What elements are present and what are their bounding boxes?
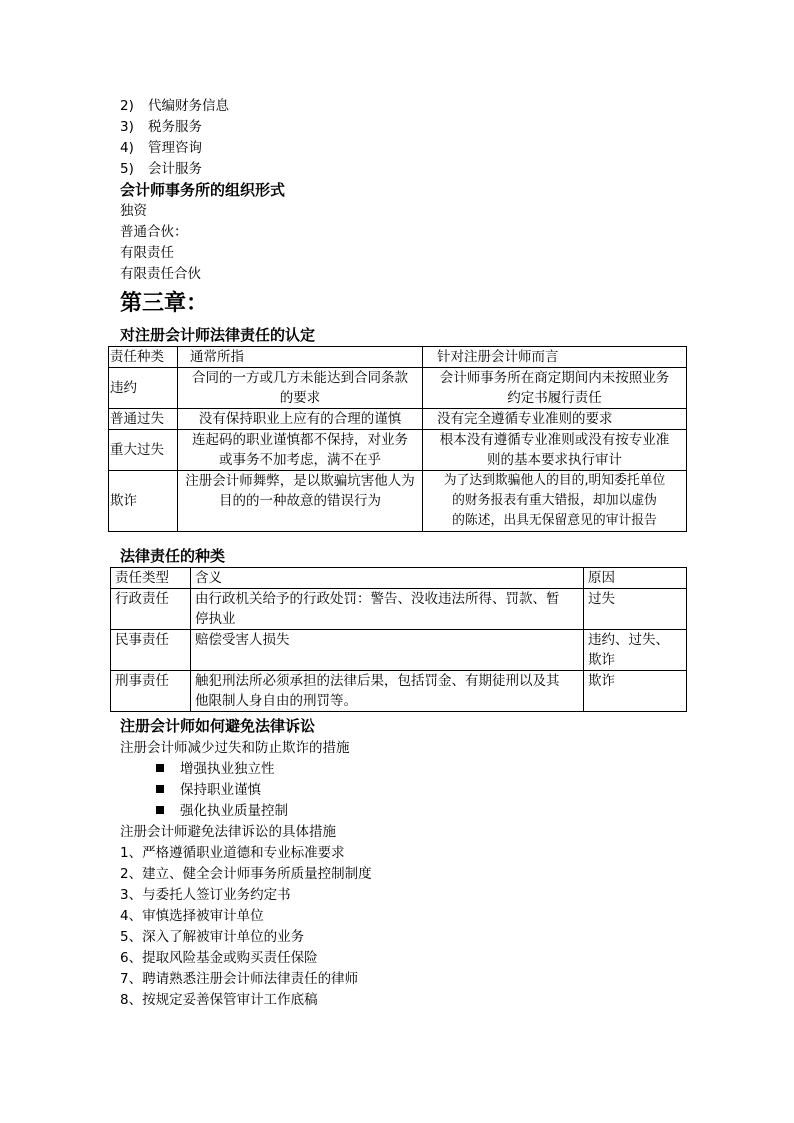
table-row: [111, 671, 687, 712]
measure-item: 6、提取风险基金或购买责任保险: [120, 950, 318, 966]
table-cell: 注册会计师舞弊，是以欺骗坑害他人为 目的的一种故意的错误行为: [178, 471, 423, 532]
table-cell: 连起码的职业谨慎都不保持，对业务 或事务不加考虑，满不在乎: [178, 430, 423, 471]
service-item: 4) 管理咨询: [120, 140, 202, 156]
table-row: [111, 589, 687, 630]
table-header-cell: 含义: [191, 568, 584, 589]
table-cell: 没有完全遵循专业准则的要求: [423, 409, 687, 430]
table-header-cell: 原因: [584, 568, 687, 589]
table-cell: 民事责任: [111, 630, 191, 671]
measure-item: 2、建立、健全会计师事务所质量控制制度: [120, 866, 372, 882]
measure-item: 7、聘请熟悉注册会计师法律责任的律师: [120, 971, 359, 987]
measure-item: 4、审慎选择被审计单位: [120, 908, 264, 924]
measure-item: 3、与委托人签订业务约定书: [120, 887, 291, 903]
table-header-row: [111, 568, 687, 589]
table-row: [109, 368, 687, 409]
table-cell: 由行政机关给予的行政处罚：警告、没收违法所得、罚款、暂 停执业: [191, 589, 584, 630]
chapter-title: 第三章：: [120, 290, 209, 316]
table-row: [109, 471, 687, 532]
table-cell: 赔偿受害人损失: [191, 630, 584, 671]
paragraph: 注册会计师避免法律诉讼的具体措施: [120, 824, 336, 840]
list-item: 保持职业谨慎: [156, 780, 261, 800]
org-form-item: 普通合伙：: [120, 224, 188, 240]
bullet-square-icon: [156, 764, 164, 772]
measure-item: 8、按规定妥善保管审计工作底稿: [120, 992, 318, 1008]
bullet-square-icon: [156, 806, 164, 814]
table-cell: 行政责任: [111, 589, 191, 630]
table-cell: 没有保持职业上应有的合理的谨慎: [178, 409, 423, 430]
table-header-cell: 针对注册会计师而言: [423, 347, 687, 368]
service-item: 2) 代编财务信息: [120, 98, 229, 114]
table-cell: 违约、过失、 欺诈: [584, 630, 687, 671]
section-heading: 注册会计师如何避免法律诉讼: [120, 717, 316, 735]
table-row: [111, 630, 687, 671]
table-cell: 欺诈: [109, 471, 178, 532]
list-item: 强化执业质量控制: [156, 801, 288, 821]
table-cell: 普通过失: [109, 409, 178, 430]
table-cell: 触犯刑法所必须承担的法律后果，包括罚金、有期徒刑以及其 他限制人身自由的刑罚等。: [191, 671, 584, 712]
section-heading: 对注册会计师法律责任的认定: [120, 326, 316, 344]
org-form-item: 有限责任: [120, 245, 174, 261]
org-form-item: 有限责任合伙: [120, 266, 201, 282]
list-item: 增强执业独立性: [156, 759, 275, 779]
table-header-cell: 责任种类: [109, 347, 178, 368]
service-item: 3) 税务服务: [120, 119, 202, 135]
table-cell: 刑事责任: [111, 671, 191, 712]
service-item: 5) 会计服务: [120, 161, 202, 177]
table-row: [109, 409, 687, 430]
paragraph: 注册会计师减少过失和防止欺诈的措施: [120, 740, 350, 756]
measure-item: 1、严格遵循职业道德和专业标准要求: [120, 845, 345, 861]
table-cell: 为了达到欺骗他人的目的,明知委托单位 的财务报表有重大错报，却加以虚伪 的陈述，出具无保留意见的审计报告: [423, 471, 687, 532]
table-cell: 会计师事务所在商定期间内未按照业务 约定书履行责任: [423, 368, 687, 409]
table-cell: 根本没有遵循专业准则或没有按专业准 则的基本要求执行审计: [423, 430, 687, 471]
legal-types-table: [110, 567, 687, 712]
org-form-item: 独资: [120, 203, 147, 219]
table-header-cell: 通常所指: [178, 347, 423, 368]
table-cell: 欺诈: [584, 671, 687, 712]
table-row: [109, 430, 687, 471]
table-cell: 过失: [584, 589, 687, 630]
table-cell: 重大过失: [109, 430, 178, 471]
measure-item: 5、深入了解被审计单位的业务: [120, 929, 305, 945]
table-cell: 违约: [109, 368, 178, 409]
table-header-cell: 责任类型: [111, 568, 191, 589]
section-heading: 法律责任的种类: [120, 547, 226, 565]
liability-table: [108, 346, 687, 532]
section-heading: 会计师事务所的组织形式: [120, 181, 286, 199]
table-cell: 合同的一方或几方未能达到合同条款 的要求: [178, 368, 423, 409]
table-header-row: [109, 347, 687, 368]
bullet-square-icon: [156, 785, 164, 793]
